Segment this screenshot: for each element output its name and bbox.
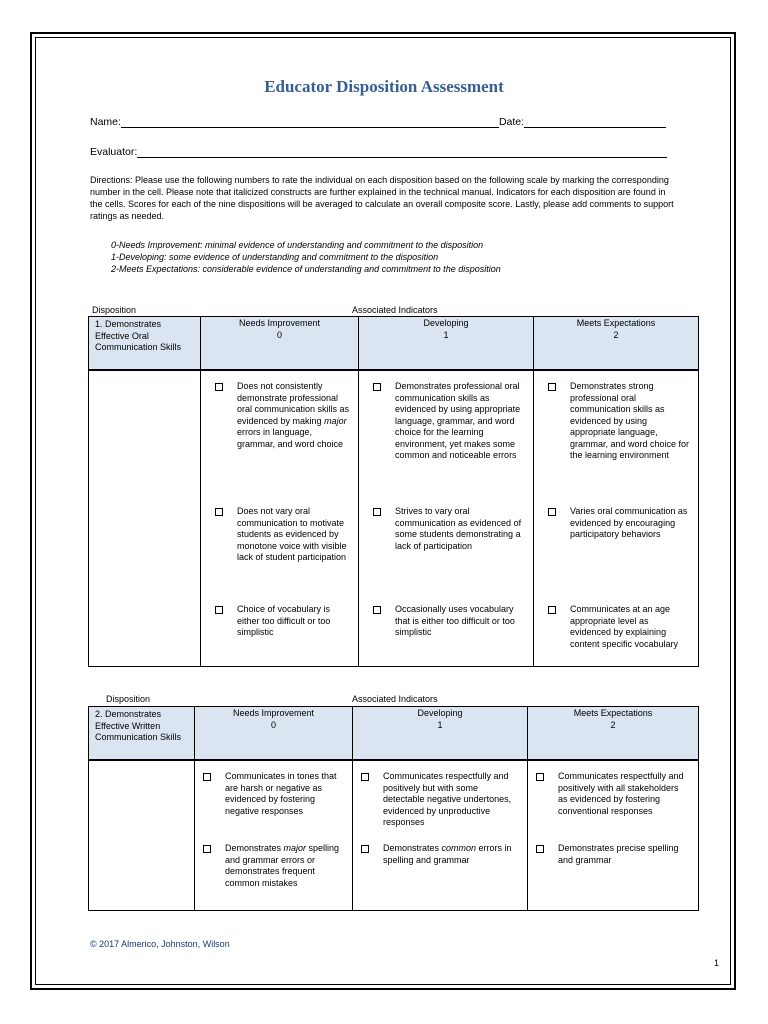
indicator-item: Demonstrates precise spelling and grammar: [536, 843, 690, 866]
checkbox[interactable]: [361, 773, 369, 781]
evaluator-field[interactable]: [137, 146, 667, 158]
name-label: Name:: [90, 116, 121, 128]
dev-indicators: [359, 370, 534, 667]
page-number: 1: [714, 958, 720, 968]
rating-cell[interactable]: [89, 760, 195, 910]
date-label: Date:: [498, 116, 525, 128]
disposition-name: 1. Demonstrates Effective Oral Communication Skills: [89, 317, 201, 371]
checkbox[interactable]: [203, 845, 211, 853]
disposition-heading: Disposition: [92, 305, 137, 315]
checkbox[interactable]: [361, 845, 369, 853]
rating-cell[interactable]: [89, 370, 201, 667]
scale-item: 2-Meets Expectations: considerable evidence of understanding and commitment to the disposition: [111, 264, 501, 274]
date-field[interactable]: [524, 116, 666, 128]
me-indicators: [534, 370, 699, 667]
scale-item: 1-Developing: some evidence of understanding and commitment to the disposition: [111, 252, 439, 262]
level-meets-expectations: Meets Expectations 2: [534, 317, 699, 371]
indicator-item: Communicates respectfully and positively with all stakeholders as evidenced by fostering conventional responses: [536, 771, 690, 833]
indicator-item: Varies oral communication as evidenced by encouraging participatory behaviors: [548, 506, 690, 594]
checkbox[interactable]: [548, 606, 556, 614]
level-developing: Developing 1: [359, 317, 534, 371]
indicator-item: Does not vary oral communication to motivate students as evidenced by monotone voice with visible lack of student participation: [215, 506, 350, 594]
indicator-item: Choice of vocabulary is either too difficult or too simplistic: [215, 604, 350, 639]
indicator-item: Communicates respectfully and positively but with some detectable negative undertones, evidenced by unproductive responses: [361, 771, 519, 833]
evaluator-row: [90, 146, 667, 158]
level-needs-improvement: Needs Improvement 0: [201, 317, 359, 371]
directions-text: Directions: Please use the following numbers to rate the individual on each disposition based on the following scale by marking the corresponding number in the cell. Please note that italicized constructs are further explained in the technical manual. Indicators for each disposition are found in the cells. Scores for each of the nine dispositions will be averaged to calculate an overall composite score. Lastly, please add comments to support ratings as needed.: [90, 175, 674, 221]
checkbox[interactable]: [203, 773, 211, 781]
checkbox[interactable]: [373, 606, 381, 614]
rating-scale: [111, 239, 671, 275]
checkbox[interactable]: [536, 773, 544, 781]
level-meets-expectations: Meets Expectations 2: [528, 707, 699, 761]
indicator-item: Strives to vary oral communication as evidenced of some students demonstrating a lack of participation: [373, 506, 525, 594]
copyright-footer: © 2017 Almerico, Johnston, Wilson: [90, 939, 230, 949]
document-title: Educator Disposition Assessment: [264, 77, 504, 96]
indicator-item: Demonstrates professional oral communication skills as evidenced by using appropriate language, grammar, and word choice for the learning environment, yet makes some common and noticeable errors: [373, 381, 525, 496]
level-developing: Developing 1: [353, 707, 528, 761]
checkbox[interactable]: [548, 508, 556, 516]
indicator-item: Demonstrates strong professional oral communication skills as evidenced by using appropriate language, grammar, and word choice for the learning environment: [548, 381, 690, 496]
indicator-item: Does not consistently demonstrate professional oral communication skills as evidenced by making major errors in language, grammar, and word choice: [215, 381, 350, 496]
name-field[interactable]: [121, 116, 499, 128]
indicators-heading: Associated Indicators: [352, 694, 438, 704]
rubric-table-1: [88, 316, 699, 667]
disposition-name: 2. Demonstrates Effective Written Communication Skills: [89, 707, 195, 761]
indicator-item: Demonstrates common errors in spelling and grammar: [361, 843, 519, 866]
indicator-item: Demonstrates major spelling and grammar errors or demonstrates frequent common mistakes: [203, 843, 344, 889]
indicator-item: Communicates in tones that are harsh or negative as evidenced by fostering negative responses: [203, 771, 344, 833]
indicators-heading: Associated Indicators: [352, 305, 438, 315]
checkbox[interactable]: [215, 606, 223, 614]
rubric-table-2: [88, 706, 699, 911]
checkbox[interactable]: [215, 383, 223, 391]
checkbox[interactable]: [373, 383, 381, 391]
name-date-row: [90, 116, 666, 128]
ni-indicators: [201, 370, 359, 667]
scale-item: 0-Needs Improvement: minimal evidence of understanding and commitment to the disposition: [111, 240, 484, 250]
level-needs-improvement: Needs Improvement 0: [195, 707, 353, 761]
disposition-heading: Disposition: [106, 694, 151, 704]
indicator-item: Communicates at an age appropriate level as evidenced by explaining content specific vocabulary: [548, 604, 690, 650]
me-indicators: [528, 760, 699, 910]
checkbox[interactable]: [548, 383, 556, 391]
evaluator-label: Evaluator:: [90, 146, 138, 158]
indicator-item: Occasionally uses vocabulary that is either too difficult or too simplistic: [373, 604, 525, 639]
dev-indicators: [353, 760, 528, 910]
ni-indicators: [195, 760, 353, 910]
checkbox[interactable]: [536, 845, 544, 853]
checkbox[interactable]: [373, 508, 381, 516]
checkbox[interactable]: [215, 508, 223, 516]
